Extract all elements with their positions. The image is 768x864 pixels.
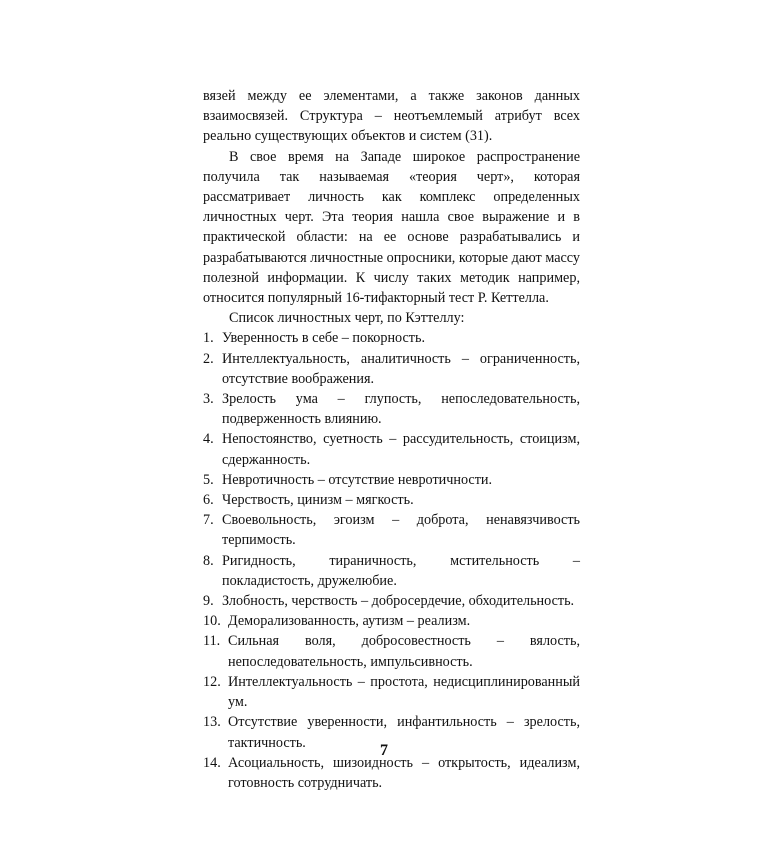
- list-intro: Список личностных черт, по Кэттеллу:: [229, 310, 465, 327]
- list-item-number: 6.: [203, 492, 214, 509]
- list-item-number: 3.: [203, 391, 214, 408]
- list-item-number: 12.: [203, 673, 221, 690]
- list-item-number: 4.: [203, 431, 214, 448]
- list-item: [203, 672, 580, 712]
- list-item-number: 9.: [203, 593, 214, 610]
- list-item-text: Асоциальность, шизоидность – открытость, идеализм, готовность сотрудничать.: [228, 754, 580, 791]
- list-item-text: Зрелость ума – глупость, непоследовательность, подверженность влиянию.: [222, 391, 580, 428]
- list-item: [203, 611, 580, 631]
- list-item-text: Непостоянство, суетность – рассудительность, стоицизм, сдержанность.: [222, 431, 580, 468]
- list-item: [203, 591, 580, 611]
- list-item-text: Интеллектуальность, аналитичность – ограниченность, отсутствие воображения.: [222, 350, 580, 387]
- list-item-text: Деморализованность, аутизм – реализм.: [228, 613, 471, 630]
- list-item: [203, 631, 580, 671]
- list-item-number: 5.: [203, 471, 214, 488]
- paragraph-continuation: вязей между ее элементами, а также законов данных взаимосвязей. Структура – неотъемлемый атрибут всех реально существующих объектов и систем (31).: [203, 88, 580, 145]
- text-block: [203, 86, 580, 793]
- list-item: [203, 328, 580, 348]
- list-item-text: Невротичность – отсутствие невротичности.: [222, 471, 493, 488]
- list-item-number: 7.: [203, 512, 214, 529]
- list-item: [203, 510, 580, 550]
- list-item-text: Отсутствие уверенности, инфантильность – зрелость, тактичность.: [228, 714, 580, 751]
- list-item: [203, 470, 580, 490]
- list-item-number: 10.: [203, 613, 221, 630]
- list-item-number: 14.: [203, 754, 221, 771]
- list-item-text: Интеллектуальность – простота, недисциплинированный ум.: [228, 673, 580, 711]
- list-item: [203, 429, 580, 469]
- list-item: [203, 490, 580, 510]
- paragraph-trait-theory: В свое время на Западе широкое распространение получила так называемая «теория черт», которая рассматривает личность как комплекс определенных личностных черт. Эта теория нашла свое выражение и в практической области: на ее основе разрабатывались и разрабатываются личностные опросники, которые дают массу полезной информации. К числу таких методик например, относится популярный 16-тифакторный тест Р. Кеттелла.: [203, 148, 580, 307]
- list-item-number: 11.: [203, 633, 221, 650]
- page-number: 7: [380, 742, 388, 759]
- list-item-text: Сильная воля, добросовестность – вялость, непоследовательность, импульсивность.: [228, 633, 580, 670]
- list-item: [203, 389, 580, 429]
- list-item: [203, 551, 580, 591]
- list-item-number: 8.: [203, 552, 214, 569]
- list-item-text: Злобность, черствость – добросердечие, обходительность.: [222, 593, 575, 610]
- list-item-number: 2.: [203, 350, 214, 367]
- list-item-text: Уверенность в себе – покорность.: [222, 330, 426, 347]
- list-item-number: 1.: [203, 330, 214, 347]
- list-item-number: 13.: [203, 714, 221, 731]
- list-item-text: Ригидность, тираничность, мстительность – покладистость, дружелюбие.: [222, 552, 580, 589]
- list-item: [203, 349, 580, 389]
- list-item-text: Черствость, цинизм – мягкость.: [222, 492, 414, 509]
- list-item-text: Своевольность, эгоизм – доброта, ненавязчивость терпимость.: [222, 512, 580, 549]
- trait-list: [203, 328, 580, 793]
